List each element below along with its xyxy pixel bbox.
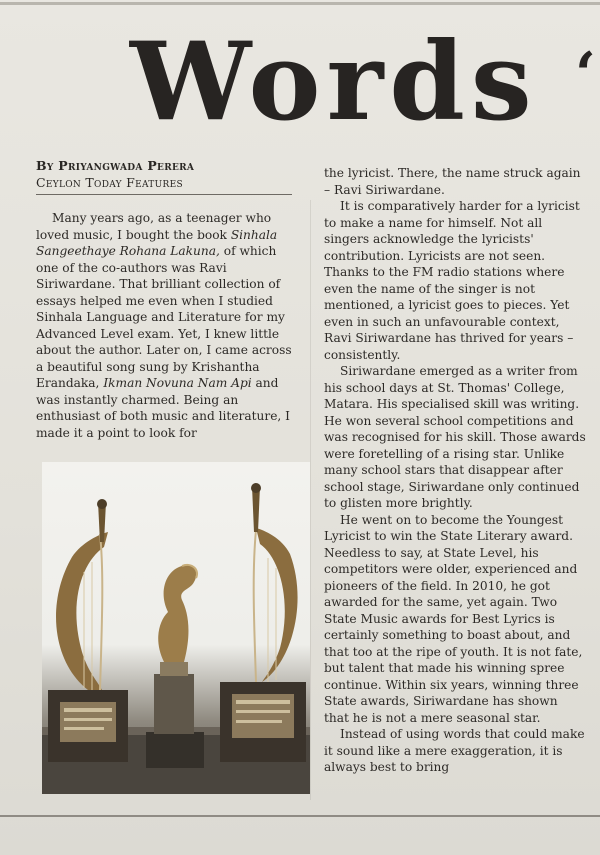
article-paragraph: He went on to become the Youngest Lyricist to win the State Literary award. Needless to say, at State Level, his competitors were older, experienced and pioneers of the field. In 2010, he got awarded for the same, yet again. Two State Music awards for Best Lyrics is certainly something to boast about, and that too at the ripe of youth. It is not fate, but talent that made his winning spree continue. Within six years, winning three State awards, Siriwardane has shown that he is not a mere seasonal star. [324,512,583,725]
center-trophy [146,565,204,768]
left-trophy [48,499,128,762]
article-paragraph: Instead of using words that could make it sound like a mere exaggeration, it is always best to bring [324,727,585,774]
song-title: Ikman Novuna Nam Api [103,376,252,390]
article-paragraph [36,210,298,441]
bottom-rule [0,815,600,817]
column-gutter [310,200,311,800]
byline-source: Ceylon Today Features [36,175,183,190]
top-rule [0,2,600,5]
headline-quote-mark: ‘ [575,40,596,110]
byline-author: By Priyangwada Perera [36,158,195,173]
article-paragraph: It is comparatively harder for a lyricist to make a name for himself. Not all singers acknowledge the lyricists' contribution. Lyricists are not seen. Thanks to the FM radio stations where even the name of the singer is not mentioned, a lyricist goes to pieces. Yet even in such an unfavourable context, Ravi Siriwardane has thrived for years – consistently. [324,199,580,362]
paragraph-text: Many years ago, as a teenager who loved music, I bought the book [36,211,272,242]
headline: Words [130,19,538,145]
paragraph-text: of which one of the co-authors was Ravi Siriwardane. That brilliant collection of essays helped me even when I studied Sinhala Language and Literature for my Advanced Level exam. Yet, I knew little about the author. Later on, I came across a beautiful song sung by Krishantha Erandaka, [36,244,292,390]
book-title: Sinhala Sangeethaye Rohana Lakuna, [36,227,278,258]
article-column-left [36,210,298,441]
byline-divider [36,194,292,195]
trophies-photo [42,462,310,794]
trophies-illustration [42,462,310,794]
article-paragraph: the lyricist. There, the name struck again – Ravi Siriwardane. [324,166,581,197]
article-paragraph: Siriwardane emerged as a writer from his school days at St. Thomas' College, Matara. His specialised skill was writing. He won several school competitions and was recognised for his skill. Those awards were foretelling of a rising star. Unlike many school stars that disappear after school stage, Siriwardane only continued to glisten more brightly. [324,364,586,510]
right-trophy [220,483,306,762]
paragraph-text: and was instantly charmed. Being an enthusiast of both music and literature, I made it a point to look for [36,376,290,440]
article-column-right [324,165,586,776]
